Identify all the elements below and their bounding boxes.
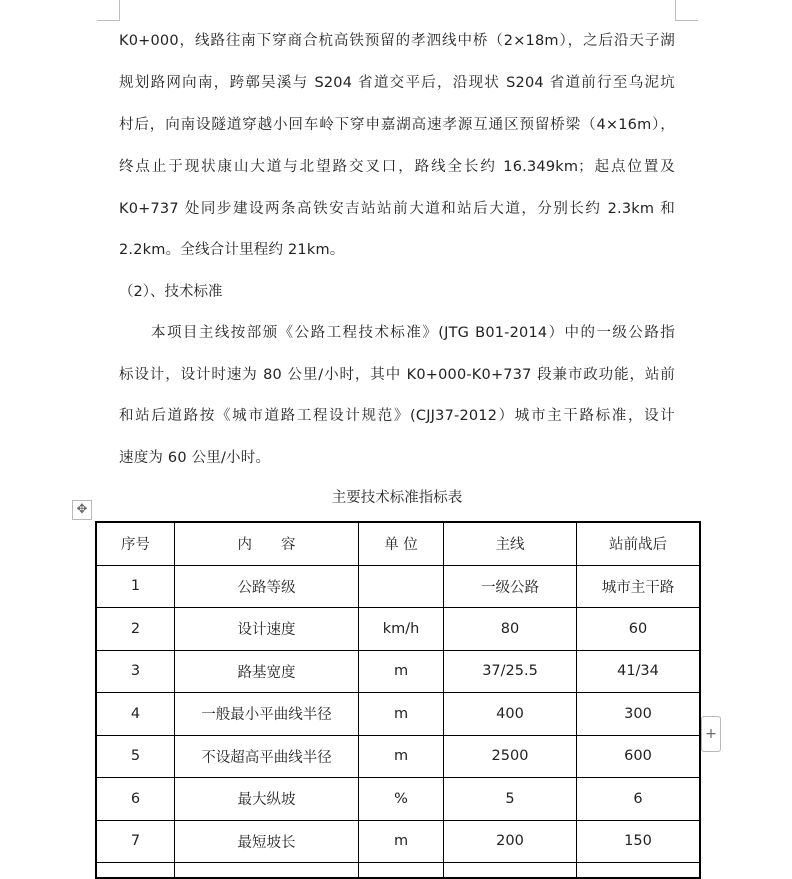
table-row [96,735,700,778]
table-cell: m [359,650,444,693]
table-cell [96,863,175,879]
table-cell: 2 [96,608,175,651]
paragraph-line: 速度为 60 公里/小时。 [119,450,271,466]
spec-table [95,521,701,879]
table-cell: 最大纵坡 [175,778,359,821]
table-cell: m [359,693,444,736]
table-cell: 一级公路 [444,565,577,608]
table-cell [577,863,701,879]
table-cell: km/h [359,608,444,651]
table-header-cell: 单 位 [359,522,444,565]
table-cell: m [359,735,444,778]
paragraph-line: K0+000，线路往南下穿商合杭高铁预留的孝泗线中桥（2×18m），之后沿天子湖 [119,33,675,49]
table-cell: 80 [444,608,577,651]
move-arrows-icon[interactable]: ✥ [72,500,92,520]
table-cell [444,863,577,879]
paragraph-line: 本项目主线按部颁《公路工程技术标准》(JTG B01-2014）中的一级公路指 [151,325,675,341]
table-cell: 6 [96,778,175,821]
table-row [96,820,700,863]
table-header-row [96,522,700,565]
paragraph-line: 规划路网向南，跨鄣吴溪与 S204 省道交平后，沿现状 S204 省道前行至乌泥坑 [119,75,675,91]
table-header-cell: 序号 [96,522,175,565]
table-row [96,693,700,736]
table-header-cell: 主线 [444,522,577,565]
table-row [96,565,700,608]
paragraph-line: K0+737 处同步建设两条高铁安吉站站前大道和站后大道，分别长约 2.3km 和 [119,201,675,217]
table-cell: 5 [444,778,577,821]
table-cell: 60 [577,608,701,651]
table-cell: 7 [96,820,175,863]
table-cell [359,863,444,879]
table-cell: 37/25.5 [444,650,577,693]
table-row-partial [96,863,700,879]
margin-corner-mark-right [675,0,698,21]
table-caption: 主要技术标准指标表 [331,490,463,506]
table-cell [175,863,359,879]
table-cell: 路基宽度 [175,650,359,693]
table-row [96,778,700,821]
table-cell: 1 [96,565,175,608]
table-cell: 41/34 [577,650,701,693]
table-cell: 公路等级 [175,565,359,608]
paragraph-line: 和站后道路按《城市道路工程设计规范》(CJJ37-2012）城市主干路标准，设计 [119,408,675,424]
table-cell: 不设超高平曲线半径 [175,735,359,778]
table-cell: 400 [444,693,577,736]
table-cell: 6 [577,778,701,821]
table-cell [359,565,444,608]
table-cell: 200 [444,820,577,863]
table-cell: 2500 [444,735,577,778]
table-cell: % [359,778,444,821]
table-cell: 600 [577,735,701,778]
table-cell: m [359,820,444,863]
paragraph-line: 2.2km。全线合计里程约 21km。 [119,242,345,258]
table-cell: 最短坡长 [175,820,359,863]
plus-icon[interactable]: + [701,716,721,752]
margin-corner-mark-left [97,0,120,21]
table-header-cell: 站前战后 [577,522,701,565]
paragraph-line: 终点止于现状康山大道与北望路交叉口，路线全长约 16.349km；起点位置及 [119,159,675,175]
table-cell: 设计速度 [175,608,359,651]
section-heading: （2）、技术标准 [119,284,223,300]
table-row [96,608,700,651]
table-cell: 3 [96,650,175,693]
table-cell: 一般最小平曲线半径 [175,693,359,736]
table-cell: 150 [577,820,701,863]
paragraph-line: 村后，向南设隧道穿越小回车岭下穿申嘉湖高速孝源互通区预留桥梁（4×16m）， [119,117,675,133]
table-row [96,650,700,693]
table-header-cell: 内 容 [175,522,359,565]
table-cell: 5 [96,735,175,778]
table-cell: 300 [577,693,701,736]
paragraph-line: 标设计，设计时速为 80 公里/小时，其中 K0+000-K0+737 段兼市政功能，站前 [119,367,675,383]
table-cell: 城市主干路 [577,565,701,608]
table-cell: 4 [96,693,175,736]
